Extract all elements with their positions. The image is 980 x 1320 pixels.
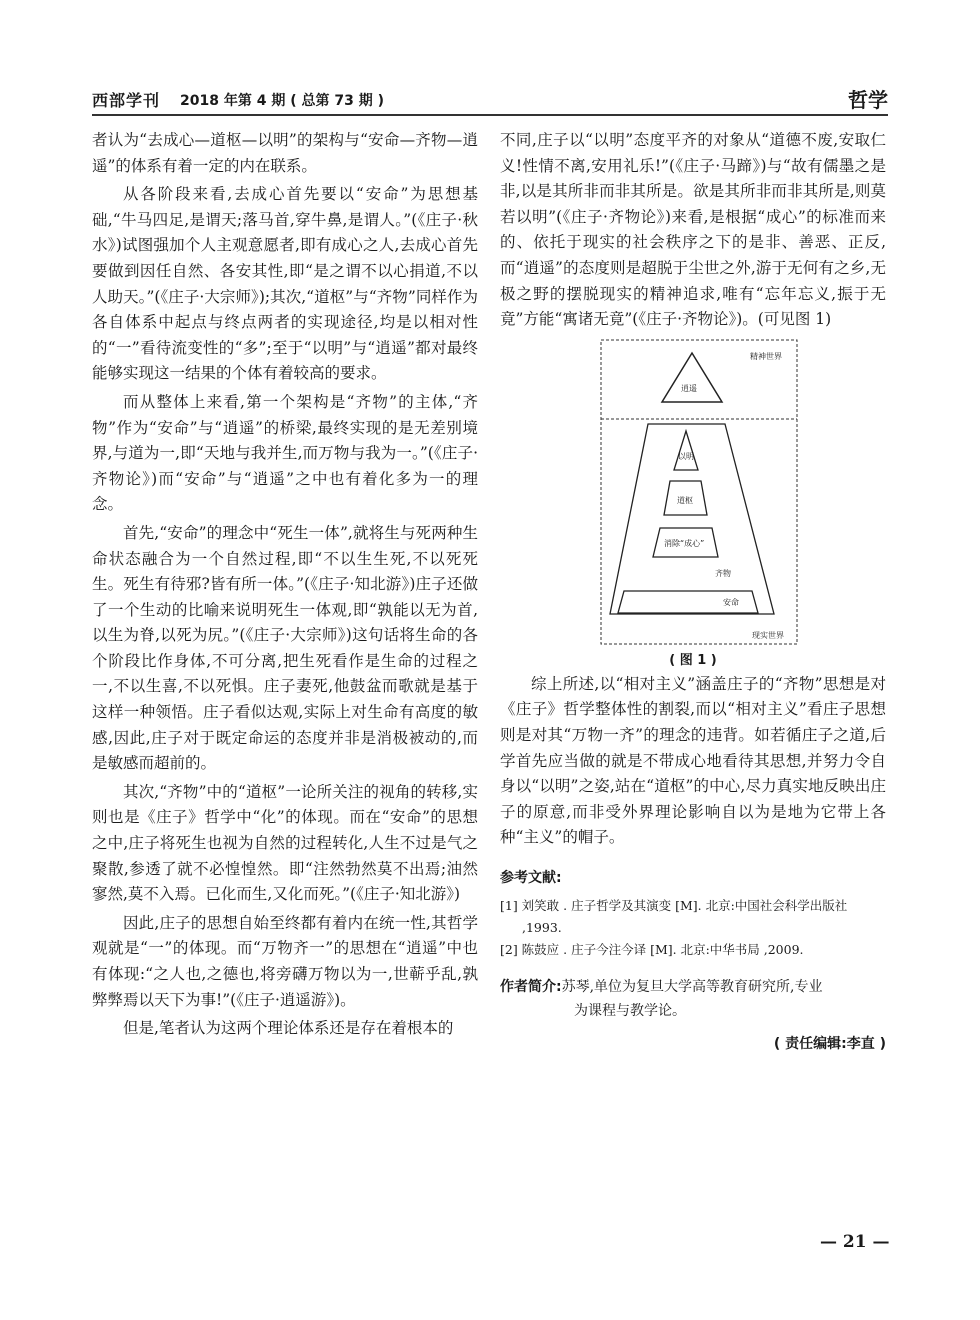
page-number: — 21 — bbox=[820, 1232, 890, 1252]
label-spirit-world: 精神世界 bbox=[750, 351, 782, 361]
figure-1 bbox=[600, 339, 798, 645]
paragraph: 但是,笔者认为这两个理论体系还是存在着根本的 bbox=[123, 1019, 454, 1038]
figure-caption: ( 图 1 ) bbox=[669, 652, 717, 668]
issue-info: 2018 年第 4 期 ( 总第 73 期 ) bbox=[180, 93, 384, 109]
label-anming: 安命 bbox=[723, 597, 739, 607]
author-intro bbox=[500, 975, 886, 1023]
label-qiwu: 齐物 bbox=[715, 568, 731, 578]
header-rule bbox=[92, 114, 888, 116]
references-heading: 参考文献: bbox=[500, 869, 562, 886]
reference-item: [2] 陈鼓应 . 庄子今注今译 [M]. 北京:中华书局 ,2009. bbox=[500, 941, 804, 957]
paragraph: 者认为“去成心—道枢—以明”的架构与“安命—齐物—逍遥”的体系有着一定的内在联系。 bbox=[92, 131, 478, 175]
xiaoyao-triangle bbox=[662, 353, 722, 402]
label-quchengxin: 消除“成心” bbox=[664, 538, 705, 548]
pyramid-diagram bbox=[600, 339, 798, 645]
left-column bbox=[92, 128, 478, 1045]
paragraph: 因此,庄子的思想自始至终都有着内在统一性,其哲学观就是“一”的体现。而“万物齐一”的思想在“逍遥”中也有体现:“之人也,之德也,将旁礴万物以为一,世蕲乎乱,孰弊弊焉以天下为事!”(《庄子·逍遥游》)。 bbox=[92, 913, 478, 1009]
author-intro-line2: 为课程与教学论。 bbox=[574, 1002, 686, 1019]
label-yiming: 以明 bbox=[678, 451, 694, 461]
paragraph: 从各阶段来看,去成心首先要以“安命”为思想基础,“牛马四足,是谓天;落马首,穿牛鼻,是谓人。”(《庄子·秋水》)试图强加个人主观意愿者,即有成心之人,去成心首先要做到因任自然、各安其性,即“是之谓不以心捐道,不以人助天。”(《庄子·大宗师》);其次,“道枢”与“齐物”同样作为各自体系中起点与终点两者的实现途径,均是以相对性的“一”看待流变性的“多”;至于“以明”与“逍遥”都对最终能够实现这一结果的个体有着较高的要求。 bbox=[92, 185, 478, 383]
paragraph: 综上所述,以“相对主义”涵盖庄子的“齐物”思想是对《庄子》哲学整体性的割裂,而以“相对主义”看庄子思想则是对其“万物一齐”的理念的违背。如若循庄子之道,后学首先应当做的就是不带成心地看待其思想,并努力令自身以“以明”之姿,站在“道枢”的中心,尽力真实地反映出庄子的原意,而非受外界理论影响自以为是地为它带上各种“主义”的帽子。 bbox=[500, 674, 886, 847]
page-header bbox=[92, 84, 888, 114]
outer-frame bbox=[601, 340, 797, 644]
author-intro-line1: 苏琴,单位为复旦大学高等教育研究所,专业 bbox=[561, 978, 823, 995]
label-daoshu: 道枢 bbox=[677, 495, 693, 505]
paragraph: 其次,“齐物”中的“道枢”一论所关注的视角的转移,实则也是《庄子》哲学中“化”的体现。而在“安命”的思想之中,庄子将死生也视为自然的过程转化,人生不过是气之聚散,参透了就不必惶惶然。即“注然勃然莫不出焉;油然寥然,莫不入焉。已化而生,又化而死。”(《庄子·知北游》) bbox=[92, 782, 478, 904]
journal-name: 西部学刊 bbox=[92, 91, 161, 110]
section-title: 哲学 bbox=[848, 88, 888, 112]
right-column bbox=[500, 128, 886, 1053]
label-xiaoyao: 逍遥 bbox=[681, 383, 697, 393]
paragraph: 而从整体上来看,第一个架构是“齐物”的主体,“齐物”作为“安命”与“逍遥”的桥梁,最终实现的是无差别境界,与道为一,即“天地与我并生,而万物与我为一。”(《庄子·齐物论》)而“安命”与“逍遥”之中也有着化多为一的理念。 bbox=[92, 392, 478, 514]
paragraph: 不同,庄子以“以明”态度平齐的对象从“道德不废,安取仁义!性情不离,安用礼乐!”(《庄子·马蹄》)与“故有儒墨之是非,以是其所非而非其所是。欲是其所非而非其所是,则莫若以明”(《庄子·齐物论》)来看,是根据“成心”的标准而来的、依托于现实的社会秩序之下的是非、善恶、正反,而“逍遥”的态度则是超脱于尘世之外,游于无何有之乡,无极之野的摆脱现实的精神追求,唯有“忘年忘义,振于无竟”方能“寓诸无竟”(《庄子·齐物论》)。(可见图 1) bbox=[500, 131, 886, 329]
author-intro-label: 作者简介: bbox=[500, 978, 562, 995]
paragraph: 首先,“安命”的理念中“死生一体”,就将生与死两种生命状态融合为一个自然过程,即“不以生生死,不以死死生。死生有待邪?皆有所一体。”(《庄子·知北游》)庄子还做了一个生动的比喻来说明死生一体观,即“孰能以无为首,以生为脊,以死为尻。”(《庄子·大宗师》)这句话将生命的各个阶段比作身体,不可分离,把生死看作是生命的过程之一,不以生喜,不以死惧。庄子妻死,他鼓盆而歌就是基于这样一种领悟。庄子看似达观,实际上对生命有高度的敏感,因此,庄子对于既定命运的态度并非是消极被动的,而是敏感而超前的。 bbox=[92, 523, 478, 773]
reference-item: [1] 刘笑敢 . 庄子哲学及其演变 [M]. 北京:中国社会科学出版社 ,1993. bbox=[500, 897, 848, 935]
responsible-editor: ( 责任编辑:李直 ) bbox=[773, 1035, 886, 1052]
label-reality-world: 现实世界 bbox=[752, 630, 784, 640]
